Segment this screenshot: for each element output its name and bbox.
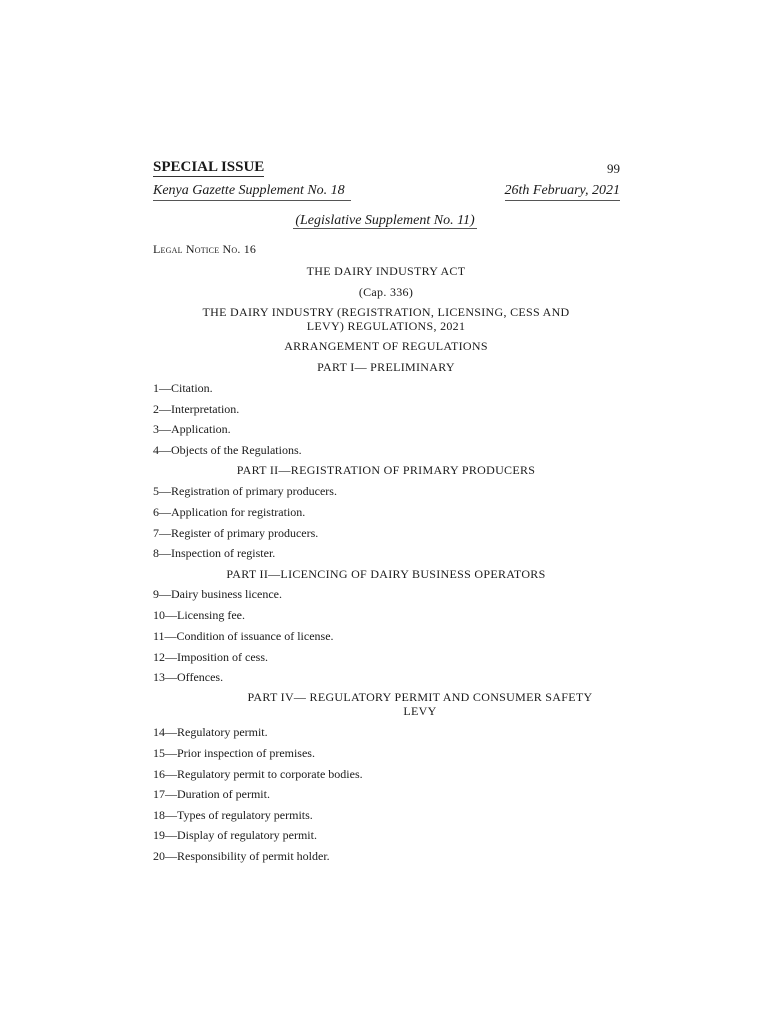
list-item: 1—Citation. <box>153 381 213 395</box>
list-item: 4—Objects of the Regulations. <box>153 443 302 457</box>
list-item: 19—Display of regulatory permit. <box>153 828 317 842</box>
list-item: 6—Application for registration. <box>153 505 306 519</box>
part-heading: PART II—REGISTRATION OF PRIMARY PRODUCERS <box>236 463 536 477</box>
legal-notice-number: Legal Notice No. 16 <box>153 242 257 256</box>
list-item: 7—Register of primary producers. <box>153 526 319 540</box>
list-item: 8—Inspection of register. <box>153 546 276 560</box>
part-heading: PART II—LICENCING OF DAIRY BUSINESS OPERATORS <box>226 567 546 581</box>
regulations-title: THE DAIRY INDUSTRY (REGISTRATION, LICENSING, CESS AND LEVY) REGULATIONS, 2021 <box>202 305 570 333</box>
list-item: 9—Dairy business licence. <box>153 587 282 601</box>
list-item: 20—Responsibility of permit holder. <box>153 849 330 863</box>
list-item: 10—Licensing fee. <box>153 608 245 622</box>
list-item: 12—Imposition of cess. <box>153 650 268 664</box>
list-item: 16—Regulatory permit to corporate bodies. <box>153 767 363 781</box>
list-item: 2—Interpretation. <box>153 402 240 416</box>
cap-reference: (Cap. 336) <box>358 285 414 299</box>
act-title: THE DAIRY INDUSTRY ACT <box>306 264 466 278</box>
part-heading: PART I— PRELIMINARY <box>317 360 455 374</box>
list-item: 11—Condition of issuance of license. <box>153 629 334 643</box>
list-item: 13—Offences. <box>153 670 224 684</box>
list-item: 3—Application. <box>153 422 231 436</box>
list-item: 17—Duration of permit. <box>153 787 270 801</box>
legislative-supplement-wrap <box>0 211 770 230</box>
page-number: 99 <box>607 161 620 176</box>
part-heading: PART IV— REGULATORY PERMIT AND CONSUMER SAFETY LEVY <box>247 690 593 718</box>
legislative-supplement: (Legislative Supplement No. 11) <box>295 213 475 228</box>
list-item: 18—Types of regulatory permits. <box>153 808 313 822</box>
list-item: 14—Regulatory permit. <box>153 725 268 739</box>
gazette-date: 26th February, 2021 <box>505 182 621 201</box>
arrangement-heading: ARRANGEMENT OF REGULATIONS <box>284 339 488 353</box>
list-item: 5—Registration of primary producers. <box>153 484 337 498</box>
list-item: 15—Prior inspection of premises. <box>153 746 315 760</box>
gazette-title: Kenya Gazette Supplement No. 18 <box>153 182 351 201</box>
special-issue-heading: SPECIAL ISSUE <box>153 159 265 175</box>
